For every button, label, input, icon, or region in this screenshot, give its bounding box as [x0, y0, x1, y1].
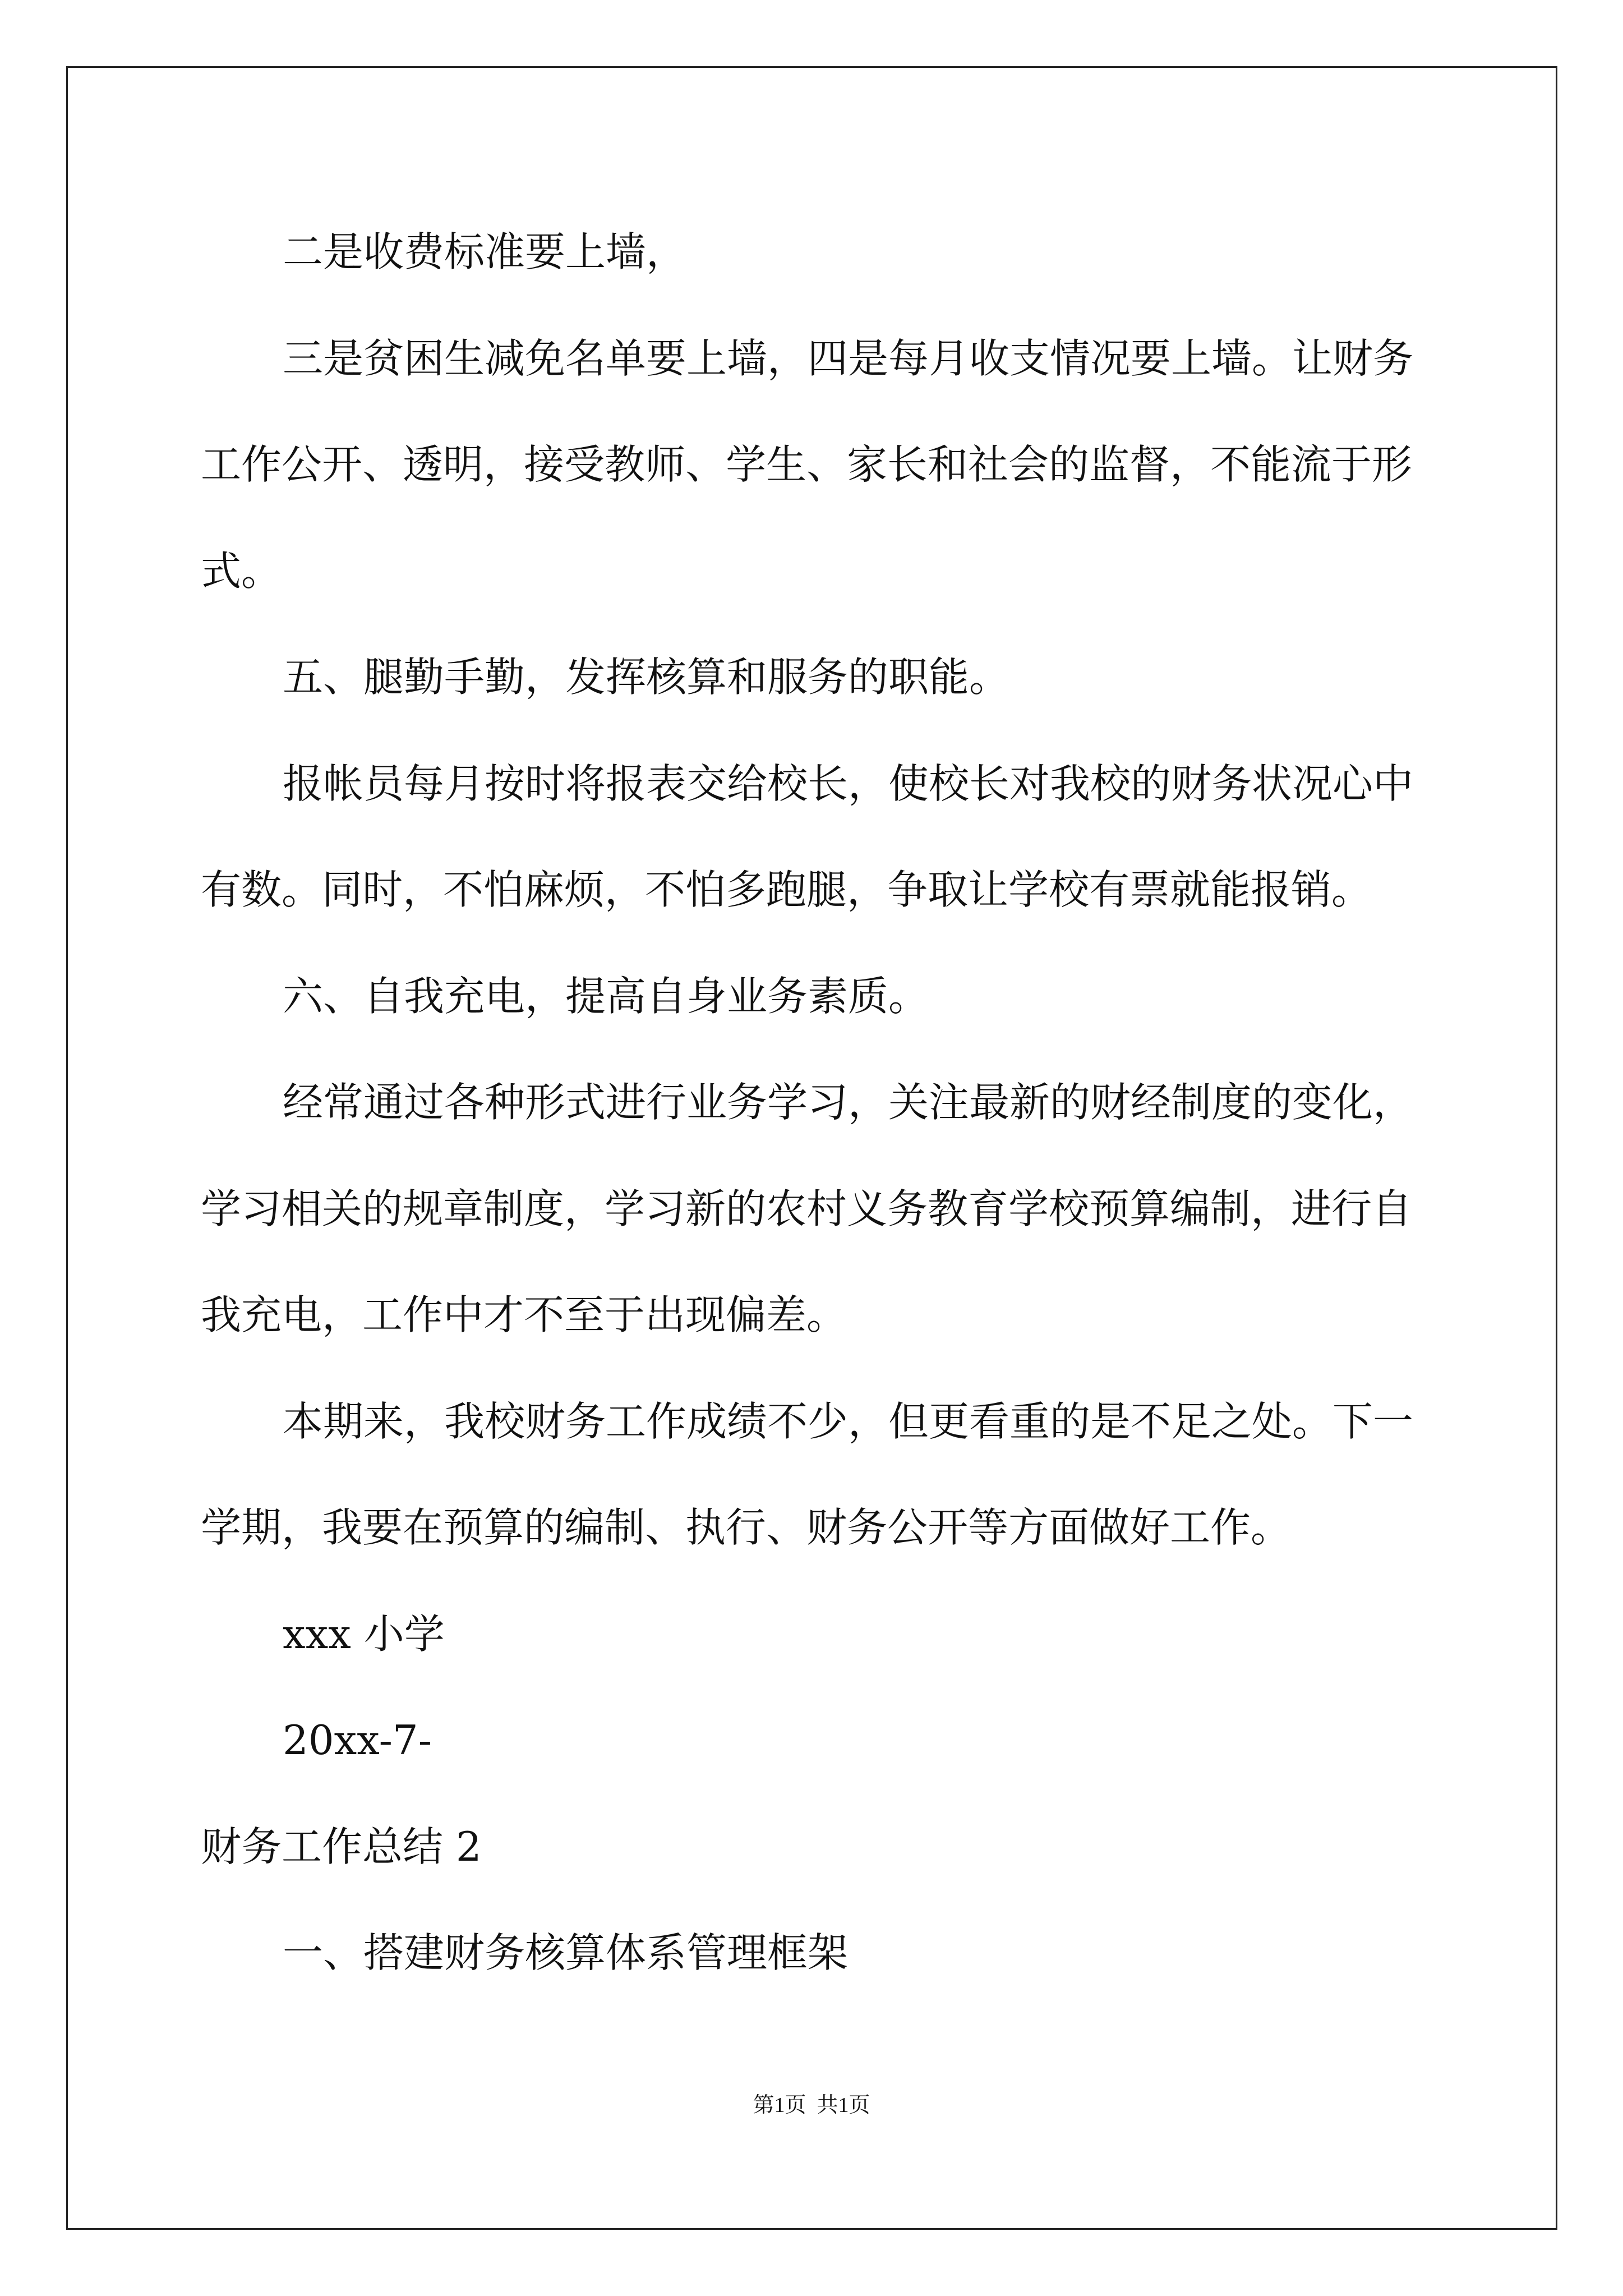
- section-heading: [201, 624, 1435, 731]
- text-line: 学习相关的规章制度，学习新的农村义务教育学校预算编制，进行自: [201, 1185, 1413, 1232]
- paragraph: [201, 199, 1435, 306]
- text-line: 报帐员每月按时将报表交给校长，使校长对我校的财务状况心中: [283, 760, 1414, 807]
- section-heading: [201, 1900, 1435, 2007]
- page-number-footer: 第1页 共1页: [753, 2093, 870, 2117]
- text-line: 一、搭建财务核算体系管理框架: [283, 1929, 849, 1976]
- document-body: [201, 199, 1435, 2007]
- text-line: 20xx-7-: [283, 1717, 432, 1764]
- text-line: 式。: [201, 547, 282, 595]
- text-line: 六、自我充电，提高自身业务素质。: [283, 972, 929, 1020]
- text-line: 三是贫困生减免名单要上墙，四是每月收支情况要上墙。让财务: [283, 334, 1414, 382]
- text-line: 二是收费标准要上墙，: [283, 228, 687, 275]
- text-line: 我充电，工作中才不至于出现偏差。: [201, 1291, 847, 1338]
- signature-date: [201, 1687, 1435, 1794]
- paragraph: [201, 731, 1435, 944]
- paragraph: [201, 306, 1435, 625]
- signature-school: [201, 1581, 1435, 1688]
- text-line: 工作公开、透明，接受教师、学生、家长和社会的监督，不能流于形: [201, 441, 1413, 488]
- section-heading: [201, 944, 1435, 1050]
- paragraph: [201, 1050, 1435, 1369]
- paragraph: [201, 1369, 1435, 1581]
- text-line: 经常通过各种形式进行业务学习，关注最新的财经制度的变化，: [283, 1079, 1414, 1126]
- text-line: 五、腿勤手勤，发挥核算和服务的职能。: [283, 654, 1010, 701]
- document-title: [201, 1794, 1435, 1901]
- text-line: 财务工作总结 2: [201, 1823, 482, 1870]
- text-line: xxx 小学: [283, 1610, 445, 1658]
- text-line: 有数。同时，不怕麻烦，不怕多跑腿，争取让学校有票就能报销。: [201, 866, 1372, 913]
- text-line: 本期来，我校财务工作成绩不少，但更看重的是不足之处。下一: [283, 1397, 1414, 1445]
- text-line: 学期，我要在预算的编制、执行、财务公开等方面做好工作。: [201, 1504, 1292, 1551]
